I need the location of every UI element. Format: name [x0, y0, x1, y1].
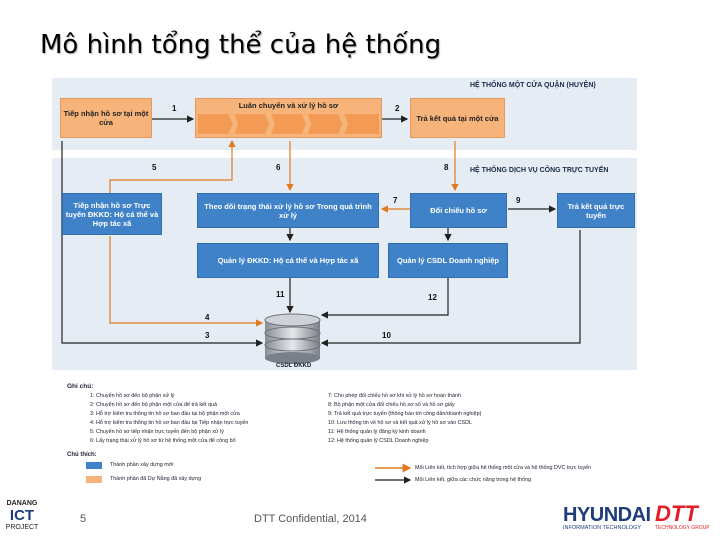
- note-item: 11: Hệ thống quản lý đăng ký kinh doanh: [328, 429, 426, 435]
- step-number-7: 7: [393, 196, 398, 205]
- step-number-12: 12: [428, 293, 437, 302]
- danang-ict-logo: [2, 500, 42, 540]
- step-number-1: 1: [172, 104, 177, 113]
- note-item: 10: Lưu thông tin về hồ sơ và kết quả xử lý hồ sơ vào CSDL: [328, 420, 473, 426]
- legend-label-orange-arrow: Mối Liên kết, tích hợp giữa hệ thống một cửa và hệ thống DVC trực tuyến: [415, 465, 592, 471]
- note-item: 5: Chuyển hồ sơ tiếp nhận trực tuyến đến bộ phận xử lý: [90, 429, 224, 435]
- note-item: 9: Trả kết quả trực tuyến (thông báo tới công dân/doanh nghiệp): [328, 411, 482, 417]
- note-item: 7: Cho phép đối chiếu hồ sơ khi xử lý hồ sơ hoàn thành: [328, 393, 461, 399]
- legend-label-black-arrow: Mối Liên kết, giữa các chức năng trong hệ thống: [415, 477, 531, 483]
- logo-bottom-text: PROJECT: [5, 524, 39, 531]
- note-item: 6: Lấy trạng thái xử lý hồ sơ từ hệ thống một cửa để công bố: [90, 438, 236, 444]
- hyundai-logo: [563, 505, 651, 531]
- confidential-text: DTT Confidential, 2014: [254, 513, 367, 525]
- hyundai-subtext: INFORMATION TECHNOLOGY: [563, 525, 642, 531]
- step-number-8: 8: [444, 163, 449, 172]
- step-number-3: 3: [205, 331, 210, 340]
- box-track-status: Theo dõi trạng thái xử lý hồ sơ Trong quá trình xử lý: [197, 193, 379, 228]
- note-item: 12: Hệ thống quản lý CSDL Doanh nghiệp: [328, 438, 429, 444]
- note-item: 2: Chuyển hồ sơ đến bộ phận một cửa để trả kết quả: [90, 402, 218, 408]
- box-return-online: Trả kết quả trực tuyến: [557, 193, 635, 228]
- legend-label-blue: Thành phần xây dựng mới: [110, 462, 174, 468]
- dtt-text: DTT: [655, 501, 698, 526]
- box-compare: Đối chiếu hồ sơ: [410, 193, 507, 228]
- step-number-10: 10: [382, 331, 391, 340]
- legend-title: Chú thích:: [67, 452, 97, 458]
- legend-swatch-blue: [86, 462, 102, 469]
- page-number: 5: [80, 513, 87, 525]
- box-manage-csdl: Quản lý CSDL Doanh nghiệp: [388, 243, 508, 278]
- box-manage-dkkd: Quản lý ĐKKD: Hộ cá thể và Hợp tác xã: [197, 243, 379, 278]
- panel-label-online: HỆ THỐNG DỊCH VỤ CÔNG TRỰC TUYẾN: [470, 167, 609, 174]
- step-number-6: 6: [276, 163, 281, 172]
- hyundai-text: HYUNDAI: [563, 504, 651, 526]
- box-transfer-process-label: Luân chuyển và xử lý hồ sơ: [238, 101, 339, 110]
- dtt-subtext: TECHNOLOGY GROUP: [655, 525, 710, 531]
- database-label: CSDL ĐKKD: [276, 363, 312, 369]
- dtt-logo: [655, 503, 710, 531]
- box-receive-online: Tiếp nhận hồ sơ Trực tuyến ĐKKD: Hộ cá thể và Hợp tác xã: [62, 193, 162, 235]
- logo-mid-text: ICT: [9, 507, 35, 524]
- step-number-2: 2: [395, 104, 400, 113]
- legend-swatch-orange: [86, 476, 102, 483]
- step-number-4: 4: [205, 313, 210, 322]
- legend-label-orange: Thành phần đã Dự Nẵng đã xây dựng: [110, 476, 202, 482]
- note-item: 4: Hỗ trợ kiểm tra thông tin hồ sơ ban đầu tại Tiếp nhận trực tuyến: [90, 420, 249, 426]
- box-return-one-stop: Trả kết quả tại một cửa: [410, 98, 505, 138]
- step-number-11: 11: [276, 290, 285, 299]
- note-item: 1: Chuyển hồ sơ đến bộ phận xử lý: [90, 393, 175, 399]
- logo-top-text: DANANG: [6, 500, 38, 507]
- page-title: Mô hình tổng thể của hệ thống: [40, 30, 442, 60]
- step-number-9: 9: [516, 196, 521, 205]
- note-item: 8: Bộ phận một cửa đối chiếu hồ sơ số và hồ sơ giấy: [328, 402, 455, 408]
- panel-label-one-stop: HỆ THỐNG MỘT CỬA QUẬN (HUYỆN): [470, 82, 596, 89]
- note-item: 3: Hỗ trợ kiểm tra thông tin hồ sơ ban đầu tại bộ phận một cửa: [90, 411, 240, 417]
- step-number-5: 5: [152, 163, 157, 172]
- box-receive-one-stop: Tiếp nhận hồ sơ tại một cửa: [60, 98, 152, 138]
- notes-title: Ghi chú:: [67, 383, 94, 390]
